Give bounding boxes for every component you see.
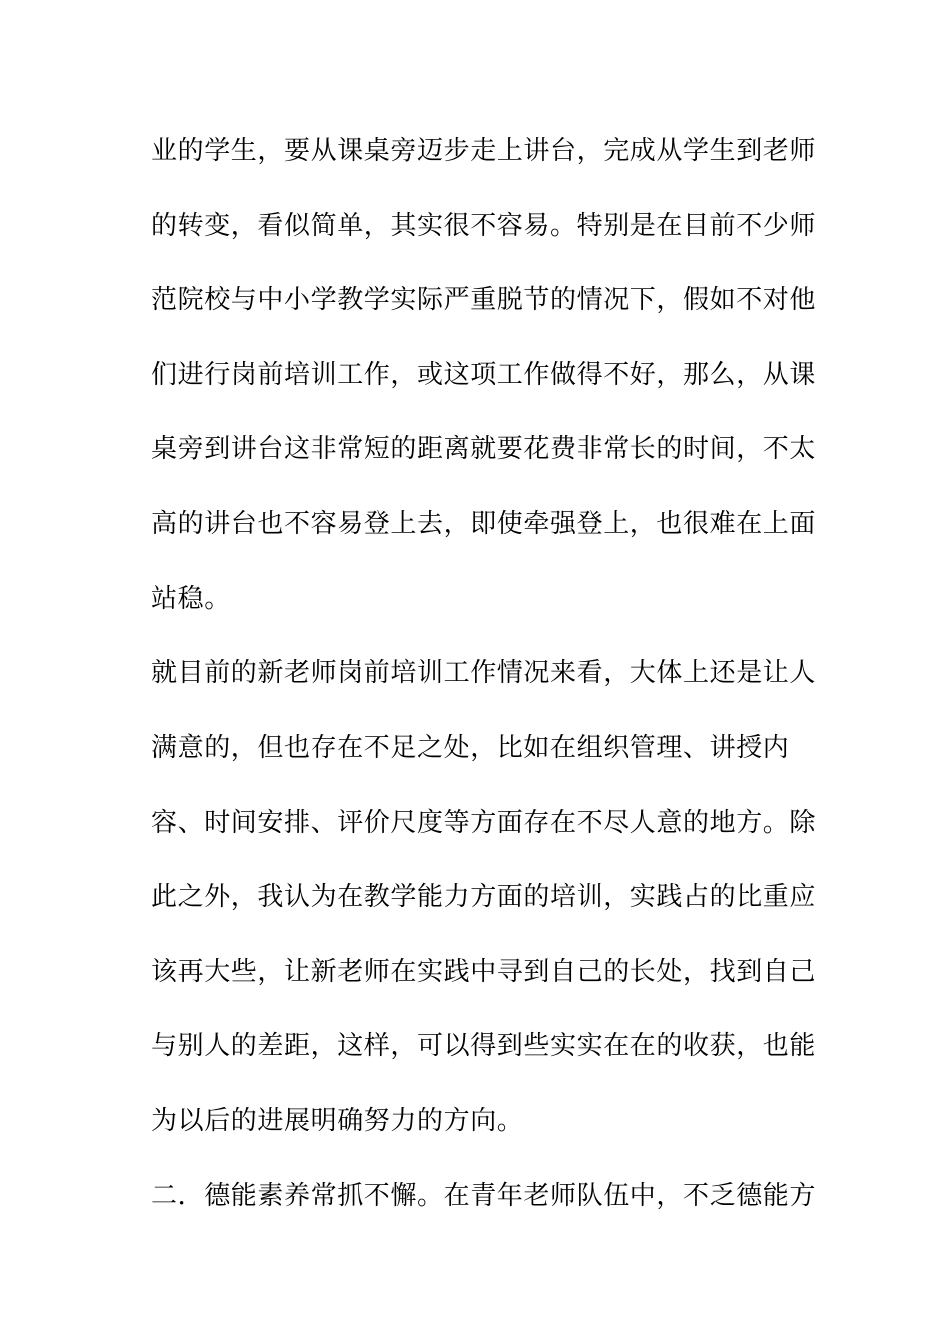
text-line-4: 们进行岗前培训工作，或这项工作做得不好，那么，从课 <box>151 360 817 390</box>
text-line-8: 就目前的新老师岗前培训工作情况来看，大体上还是让人 <box>151 658 817 688</box>
text-line-9: 满意的，但也存在不足之处，比如在组织管理、讲授内 <box>151 733 790 763</box>
text-line-10: 容、时间安排、评价尺度等方面存在不尽人意的地方。除 <box>151 808 817 838</box>
text-line-6: 高的讲台也不容易登上去，即使牵强登上，也很难在上面 <box>151 509 817 539</box>
text-line-11: 此之外，我认为在教学能力方面的培训，实践占的比重应 <box>151 882 817 912</box>
text-line-7: 站稳。 <box>151 584 231 614</box>
text-line-15: 二．德能素养常抓不懈。在青年老师队伍中，不乏德能方 <box>151 1181 817 1211</box>
text-line-5: 桌旁到讲台这非常短的距离就要花费非常长的时间，不太 <box>151 434 817 464</box>
text-line-13: 与别人的差距，这样，可以得到些实实在在的收获，也能 <box>151 1031 817 1061</box>
text-line-12: 该再大些，让新老师在实践中寻到自己的长处，找到自己 <box>151 957 817 987</box>
text-line-1: 业的学生，要从课桌旁迈步走上讲台，完成从学生到老师 <box>151 136 817 166</box>
text-line-14: 为以后的进展明确努力的方向。 <box>151 1106 524 1136</box>
text-line-3: 范院校与中小学教学实际严重脱节的情况下，假如不对他 <box>151 285 817 315</box>
text-line-2: 的转变，看似简单，其实很不容易。特别是在目前不少师 <box>151 211 817 241</box>
